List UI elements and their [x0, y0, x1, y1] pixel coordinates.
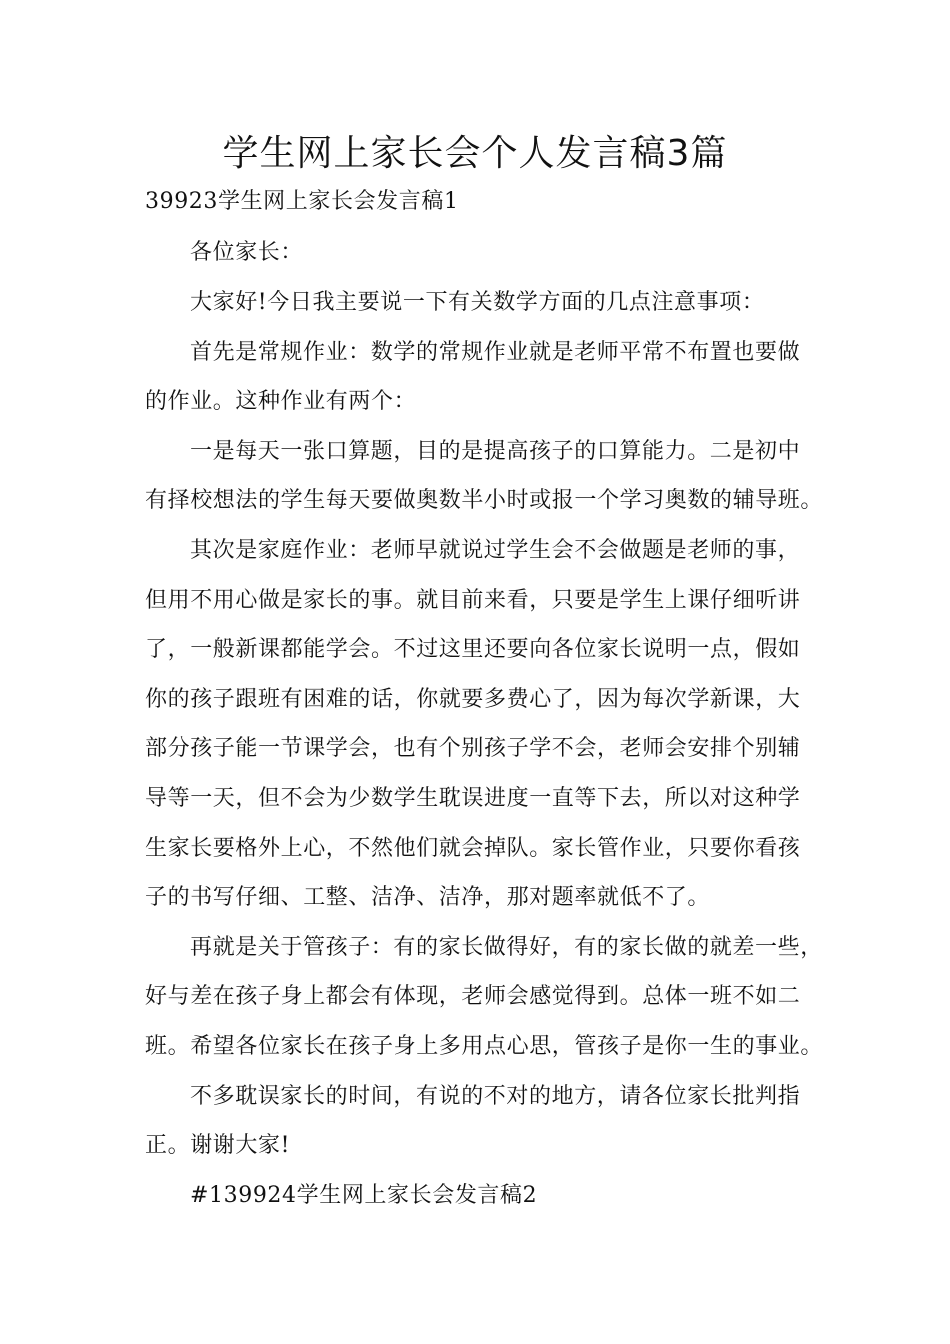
- paragraph-line: 有择校想法的学生每天要做奥数半小时或报一个学习奥数的辅导班。: [145, 488, 824, 513]
- paragraph-line: 部分孩子能一节课学会，也有个别孩子学不会，老师会安排个别辅: [145, 736, 801, 761]
- paragraph-line: 导等一天，但不会为少数学生耽误进度一直等下去，所以对这种学: [145, 786, 801, 811]
- section-heading-1: 39923学生网上家长会发言稿1: [145, 189, 459, 214]
- paragraph-line: 班。希望各位家长在孩子身上多用点心思，管孩子是你一生的事业。: [145, 1034, 824, 1059]
- paragraph-line: 子的书写仔细、工整、洁净、洁净，那对题率就低不了。: [145, 885, 711, 910]
- paragraph-line: 好与差在孩子身上都会有体现，老师会感觉得到。总体一班不如二: [145, 984, 801, 1009]
- paragraph-line: 正。谢谢大家!: [145, 1133, 291, 1158]
- paragraph-line: 但用不用心做是家长的事。就目前来看，只要是学生上课仔细听讲: [145, 588, 801, 613]
- section-heading-2: #139924学生网上家长会发言稿2: [190, 1183, 538, 1208]
- paragraph-line: 一是每天一张口算题，目的是提高孩子的口算能力。二是初中: [190, 439, 801, 464]
- paragraph-line: 的作业。这种作业有两个：: [145, 389, 417, 414]
- paragraph-line: 首先是常规作业：数学的常规作业就是老师平常不布置也要做: [190, 340, 801, 365]
- paragraph-line: 大家好!今日我主要说一下有关数学方面的几点注意事项：: [190, 290, 765, 315]
- paragraph-line: 不多耽误家长的时间，有说的不对的地方，请各位家长批判指: [190, 1084, 801, 1109]
- paragraph-line: 各位家长：: [190, 240, 304, 265]
- document-title: 学生网上家长会个人发言稿3篇: [222, 133, 728, 174]
- paragraph-line: 再就是关于管孩子：有的家长做得好，有的家长做的就差一些，: [190, 935, 823, 960]
- paragraph-line: 你的孩子跟班有困难的话，你就要多费心了，因为每次学新课，大: [145, 687, 801, 712]
- paragraph-line: 生家长要格外上心，不然他们就会掉队。家长管作业，只要你看孩: [145, 836, 801, 861]
- paragraph-line: 了，一般新课都能学会。不过这里还要向各位家长说明一点，假如: [145, 637, 801, 662]
- paragraph-line: 其次是家庭作业：老师早就说过学生会不会做题是老师的事，: [190, 538, 801, 563]
